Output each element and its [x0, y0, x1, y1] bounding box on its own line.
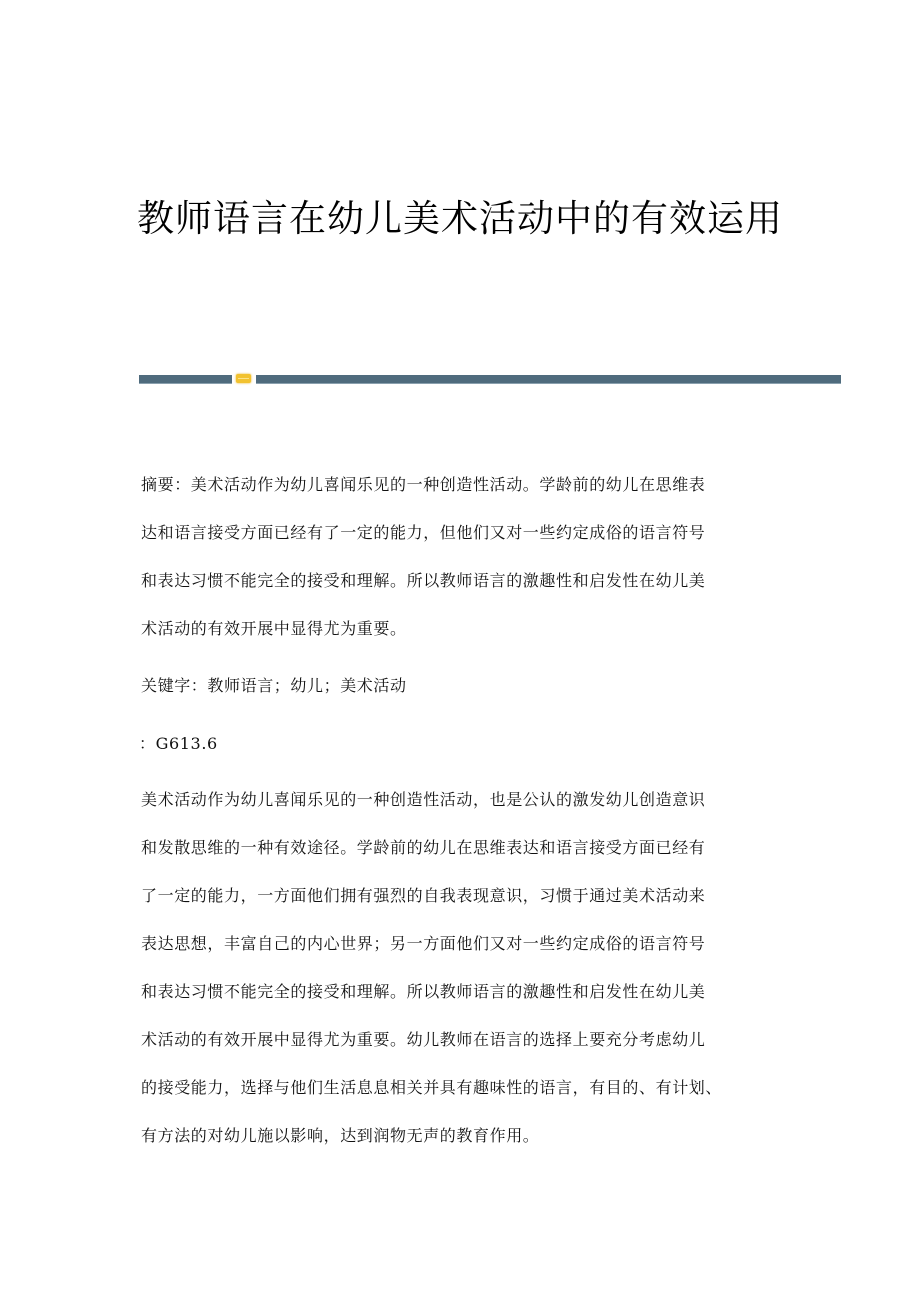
body-line: 表达思想，丰富自己的内心世界；另一方面他们又对一些约定成俗的语言符号 [141, 934, 706, 953]
abstract-line: 术活动的有效开展中显得尤为重要。 [141, 619, 407, 638]
body-line: 了一定的能力，一方面他们拥有强烈的自我表现意识，习惯于通过美术活动来 [141, 886, 706, 905]
body-line: 美术活动作为幼儿喜闻乐见的一种创造性活动，也是公认的激发幼儿创造意识 [141, 790, 706, 809]
body-line: 的接受能力，选择与他们生活息息相关并具有趣味性的语言，有目的、有计划、 [141, 1078, 723, 1097]
abstract-line: 摘要：美术活动作为幼儿喜闻乐见的一种创造性活动。学龄前的幼儿在思维表 [141, 475, 706, 494]
abstract-line: 和表达习惯不能完全的接受和理解。所以教师语言的激趣性和启发性在幼儿美 [141, 571, 706, 590]
body-line: 术活动的有效开展中显得尤为重要。幼儿教师在语言的选择上要充分考虑幼儿 [141, 1030, 706, 1049]
keywords-line: 关键字：教师语言；幼儿；美术活动 [141, 676, 407, 695]
body-line: 和发散思维的一种有效途径。学龄前的幼儿在思维表达和语言接受方面已经有 [141, 838, 706, 857]
divider-tab-icon [236, 374, 251, 383]
body-line: 有方法的对幼儿施以影响，达到润物无声的教育作用。 [141, 1126, 540, 1145]
abstract-line: 达和语言接受方面已经有了一定的能力，但他们又对一些约定成俗的语言符号 [141, 523, 706, 542]
title-divider [139, 375, 841, 384]
classification-line: ：G613.6 [139, 734, 218, 753]
divider-bar-right [256, 375, 841, 384]
body-line: 和表达习惯不能完全的接受和理解。所以教师语言的激趣性和启发性在幼儿美 [141, 982, 706, 1001]
document-title: 教师语言在幼儿美术活动中的有效运用 [137, 197, 783, 240]
divider-bar-left [139, 375, 232, 384]
